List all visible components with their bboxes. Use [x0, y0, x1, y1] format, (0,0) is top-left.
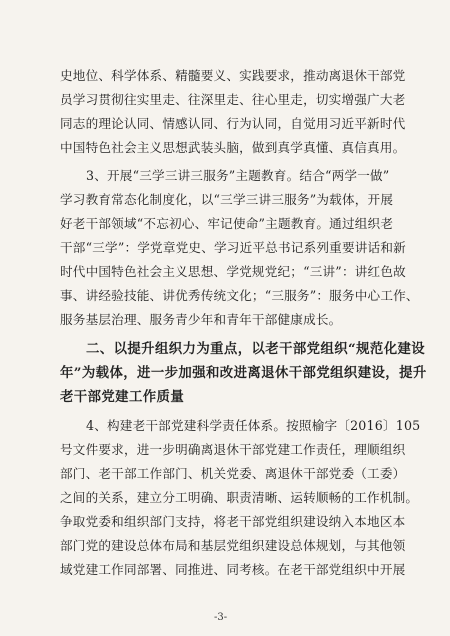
section-3-heading-line: 3、开展“三学三讲三服务”主题教育。结合“两学一做” — [86, 168, 390, 183]
paragraph-line: 好老干部领域“不忘初心、牢记使命”主题教育。通过组织老 — [60, 216, 394, 231]
paragraph-line: 学习教育常态化制度化，以“三学三讲三服务”为载体，开展 — [60, 192, 394, 207]
paragraph-line: 之间的关系，建立分工明确、职责清晰、运转顺畅的工作机制。 — [60, 490, 419, 505]
paragraph-line: 干部“三学”：学党章党史、学习近平总书记系列重要讲话和新 — [60, 240, 406, 255]
paragraph-line: 号文件要求，进一步明确离退休干部党建工作责任，理顺组织 — [60, 442, 406, 457]
paragraph-line: 域党建工作同部署、同推进、同考核。在老干部党组织中开展 — [60, 562, 406, 577]
paragraph-line: 史地位、科学体系、精髓要义、实践要求，推动离退休干部党 — [60, 68, 406, 83]
paragraph-line: 争取党委和组织部门支持，将老干部党组织建设纳入本地区本 — [60, 514, 406, 529]
paragraph-line: 部门、老干部工作部门、机关党委、离退休干部党委（工委） — [60, 466, 406, 481]
paragraph-line: 员学习贯彻往实里走、往深里走、往心里走，切实增强广大老 — [60, 92, 406, 107]
page-number: -3- — [214, 612, 228, 623]
paragraph-line: 同志的理论认同、情感认同、行为认同，自觉用习近平新时代 — [60, 116, 406, 131]
section-2-heading-line: 二、以提升组织力为重点，以老干部党组织“规范化建设 — [86, 341, 426, 357]
section-2-heading-line: 老干部党建工作质量 — [60, 389, 185, 405]
paragraph-line: 中国特色社会主义思想武装头脑，做到真学真懂、真信真用。 — [60, 140, 406, 155]
section-4-heading-line: 4、构建老干部党建科学责任体系。按照榆字〔2016〕105 — [86, 418, 421, 433]
paragraph-line: 时代中国特色社会主义思想、学党规党纪；“三讲”：讲红色故 — [60, 264, 406, 279]
paragraph-line: 事、讲经验技能、讲优秀传统文化；“三服务”：服务中心工作、 — [60, 288, 419, 303]
paragraph-line: 服务基层治理、服务青少年和青年干部健康成长。 — [60, 312, 342, 327]
section-2-heading-line: 年”为载体，进一步加强和改进离退休干部党组织建设，提升 — [60, 365, 427, 381]
paragraph-line: 部门党的建设总体布局和基层党组织建设总体规划，与其他领 — [60, 538, 406, 553]
